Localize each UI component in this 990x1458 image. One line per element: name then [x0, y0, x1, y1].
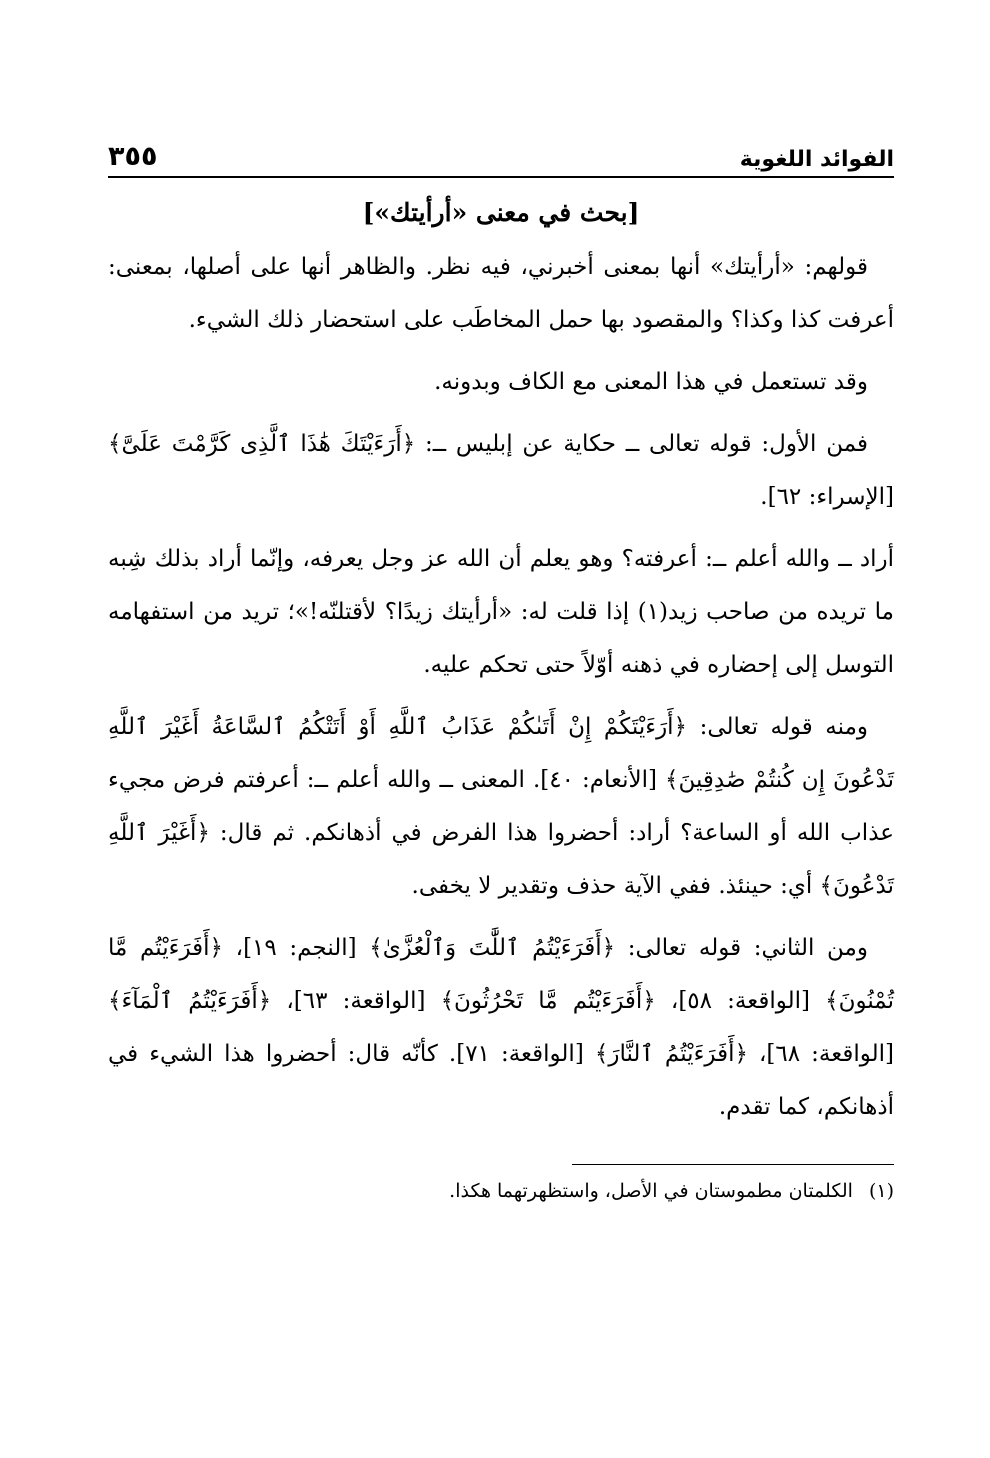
- footnote-marker: (١): [868, 1180, 894, 1202]
- book-page: [108, 128, 894, 1207]
- paragraph-1: قولهم: «أرأيتك» أنها بمعنى أخبرني، فيه نظر. والظاهر أنها على أصلها، بمعنى: أعرفت كذا وكذا؟ والمقصود بها حمل المخاطَب على استحضار ذلك الشيء.: [108, 254, 894, 333]
- paragraph-4: أراد ــ والله أعلم ــ: أعرفته؟ وهو يعلم أن الله عز وجل يعرفه، وإنّما أراد بذلك شِبه ما تريده من صاحب زيد(١) إذا قلت له: «أرأيتك زيدًا؟ لأقتلنّه!»؛ تريد من استفهامه التوسل إلى إحضاره في ذهنه أوّلاً حتى تحكم عليه.: [108, 546, 894, 678]
- paragraph-6: ومن الثاني: قوله تعالى: ﴿أَفَرَءَيْتُمُ ٱللَّٰتَ وَٱلْعُزَّىٰ﴾ [النجم: ١٩]، ﴿أَفَرَءَيْتُم مَّا تُمْنُونَ﴾ [الواقعة: ٥٨]، ﴿أَفَرَءَيْتُم مَّا تَحْرُثُونَ﴾ [الواقعة: ٦٣]، ﴿أَفَرَءَيْتُمُ ٱلْمَآءَ﴾ [الواقعة: ٦٨]، ﴿أَفَرَءَيْتُمُ ٱلنَّارَ﴾ [الواقعة: ٧١]. كأنّه قال: أحضروا هذا الشيء في أذهانكم، كما تقدم.: [108, 935, 894, 1120]
- paragraph-3: فمن الأول: قوله تعالى ــ حكاية عن إبليس ــ: ﴿أَرَءَيْتَكَ هَٰذَا ٱلَّذِى كَرَّمْتَ عَلَىَّ﴾ [الإسراء: ٦٢].: [108, 431, 894, 510]
- page-header: [108, 128, 894, 178]
- paragraph-2: وقد تستعمل في هذا المعنى مع الكاف وبدونه.: [434, 369, 868, 395]
- section-title: [بحث في معنى «أرأيتك»]: [362, 198, 640, 227]
- running-title: الفوائد اللغوية: [739, 147, 894, 172]
- footnote-text: الكلمتان مطموستان في الأصل، واستظهرتهما هكذا.: [449, 1180, 853, 1202]
- footnote: [108, 1175, 894, 1207]
- footnote-divider: [572, 1164, 894, 1165]
- page-number: ٣٥٥: [108, 141, 158, 172]
- paragraph-5: ومنه قوله تعالى: ﴿أَرَءَيْتَكُمْ إِنْ أَتَىٰكُمْ عَذَابُ ٱللَّهِ أَوْ أَتَتْكُمُ ٱلسَّاعَةُ أَغَيْرَ ٱللَّهِ تَدْعُونَ إِن كُنتُمْ صَٰدِقِينَ﴾ [الأنعام: ٤٠]. المعنى ــ والله أعلم ــ: أعرفتم فرض مجيء عذاب الله أو الساعة؟ أراد: أحضروا هذا الفرض في أذهانكم. ثم قال: ﴿أَغَيْرَ ٱللَّهِ تَدْعُونَ﴾ أي: حينئذ. ففي الآية حذف وتقدير لا يخفى.: [108, 714, 894, 899]
